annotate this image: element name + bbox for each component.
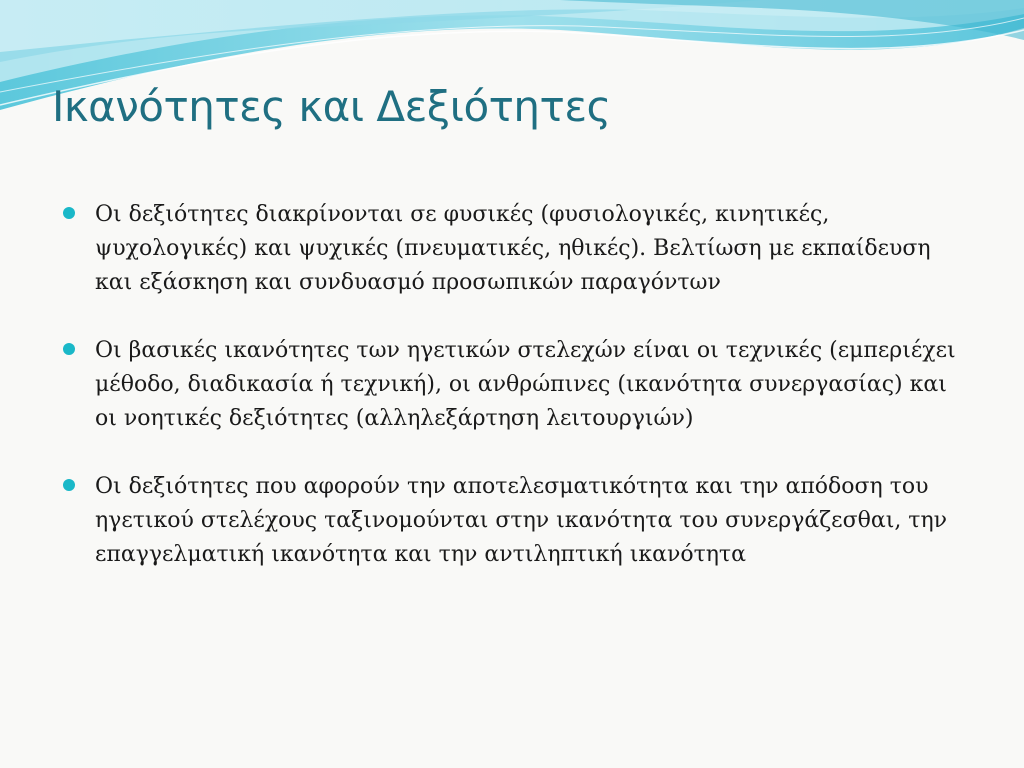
bullet-text: Οι δεξιότητες που αφορούν την αποτελεσματικότητα και την απόδοση του ηγετικού στελέχους ταξινομούνται στην ικανότητα του συνεργάζεσθαι, την επαγγελματική ικανότητα και την αντιληπτική ικανότητα bbox=[95, 474, 948, 567]
bullet-list bbox=[58, 198, 958, 606]
list-item bbox=[58, 470, 958, 572]
list-item bbox=[58, 198, 958, 300]
bullet-icon bbox=[63, 207, 75, 219]
bullet-text: Οι δεξιότητες διακρίνονται σε φυσικές (φυσιολογικές, κινητικές, ψυχολογικές) και ψυχικές (πνευματικές, ηθικές). Βελτίωση με εκπαίδευση και εξάσκηση και συνδυασμό προσωπικών παραγόντων bbox=[95, 202, 931, 295]
slide-title: Ικανότητες και Δεξιότητες bbox=[52, 82, 611, 131]
bullet-text: Οι βασικές ικανότητες των ηγετικών στελεχών είναι οι τεχνικές (εμπεριέχει μέθοδο, διαδικασία ή τεχνική), οι ανθρώπινες (ικανότητα συνεργασίας) και οι νοητικές δεξιότητες (αλληλεξάρτηση λειτουργιών) bbox=[95, 338, 956, 431]
bullet-icon bbox=[63, 343, 75, 355]
list-item bbox=[58, 334, 958, 436]
bullet-icon bbox=[63, 479, 75, 491]
